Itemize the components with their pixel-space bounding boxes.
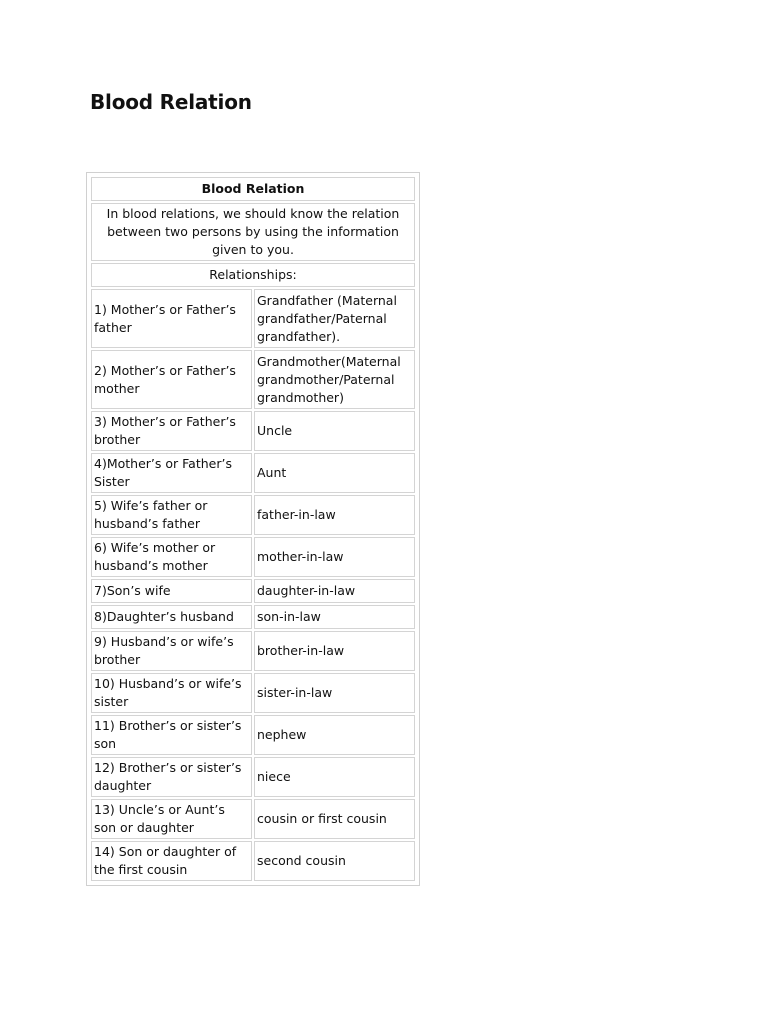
- relation-cell: 8)Daughter’s husband: [91, 605, 252, 629]
- table-row: [91, 289, 415, 348]
- term-cell: mother-in-law: [254, 537, 415, 577]
- relation-cell: 2) Mother’s or Father’s mother: [91, 350, 252, 409]
- relation-cell: 6) Wife’s mother or husband’s mother: [91, 537, 252, 577]
- relation-cell: 12) Brother’s or sister’s daughter: [91, 757, 252, 797]
- term-cell: cousin or first cousin: [254, 799, 415, 839]
- term-cell: Uncle: [254, 411, 415, 451]
- table-row: [91, 799, 415, 839]
- relation-cell: 7)Son’s wife: [91, 579, 252, 603]
- table-row: [91, 411, 415, 451]
- table-row: [91, 537, 415, 577]
- relation-cell: 1) Mother’s or Father’s father: [91, 289, 252, 348]
- table-subheading-row: [91, 263, 415, 287]
- term-cell: son-in-law: [254, 605, 415, 629]
- table-row: [91, 631, 415, 671]
- relation-cell: 5) Wife’s father or husband’s father: [91, 495, 252, 535]
- table-row: [91, 495, 415, 535]
- term-cell: niece: [254, 757, 415, 797]
- term-cell: Grandfather (Maternal grandfather/Paternal grandfather).: [254, 289, 415, 348]
- term-cell: Grandmother(Maternal grandmother/Paternal grandmother): [254, 350, 415, 409]
- relation-cell: 11) Brother’s or sister’s son: [91, 715, 252, 755]
- table-row: [91, 453, 415, 493]
- table-heading: Blood Relation: [91, 177, 415, 201]
- term-cell: father-in-law: [254, 495, 415, 535]
- term-cell: sister-in-law: [254, 673, 415, 713]
- term-cell: Aunt: [254, 453, 415, 493]
- table-intro-row: [91, 203, 415, 261]
- table-row: [91, 715, 415, 755]
- table-row: [91, 605, 415, 629]
- table-row: [91, 673, 415, 713]
- relations-table: [89, 175, 417, 883]
- table-intro: In blood relations, we should know the relation between two persons by using the information given to you.: [91, 203, 415, 261]
- table-row: [91, 579, 415, 603]
- relation-cell: 10) Husband’s or wife’s sister: [91, 673, 252, 713]
- term-cell: second cousin: [254, 841, 415, 881]
- term-cell: nephew: [254, 715, 415, 755]
- relation-cell: 4)Mother’s or Father’s Sister: [91, 453, 252, 493]
- relations-table-container: [86, 172, 420, 886]
- relation-cell: 13) Uncle’s or Aunt’s son or daughter: [91, 799, 252, 839]
- page-title: Blood Relation: [90, 90, 252, 114]
- table-row: [91, 841, 415, 881]
- term-cell: daughter-in-law: [254, 579, 415, 603]
- term-cell: brother-in-law: [254, 631, 415, 671]
- table-row: [91, 757, 415, 797]
- relation-cell: 3) Mother’s or Father’s brother: [91, 411, 252, 451]
- relation-cell: 9) Husband’s or wife’s brother: [91, 631, 252, 671]
- relation-cell: 14) Son or daughter of the first cousin: [91, 841, 252, 881]
- table-row: [91, 350, 415, 409]
- table-heading-row: [91, 177, 415, 201]
- table-subheading: Relationships:: [91, 263, 415, 287]
